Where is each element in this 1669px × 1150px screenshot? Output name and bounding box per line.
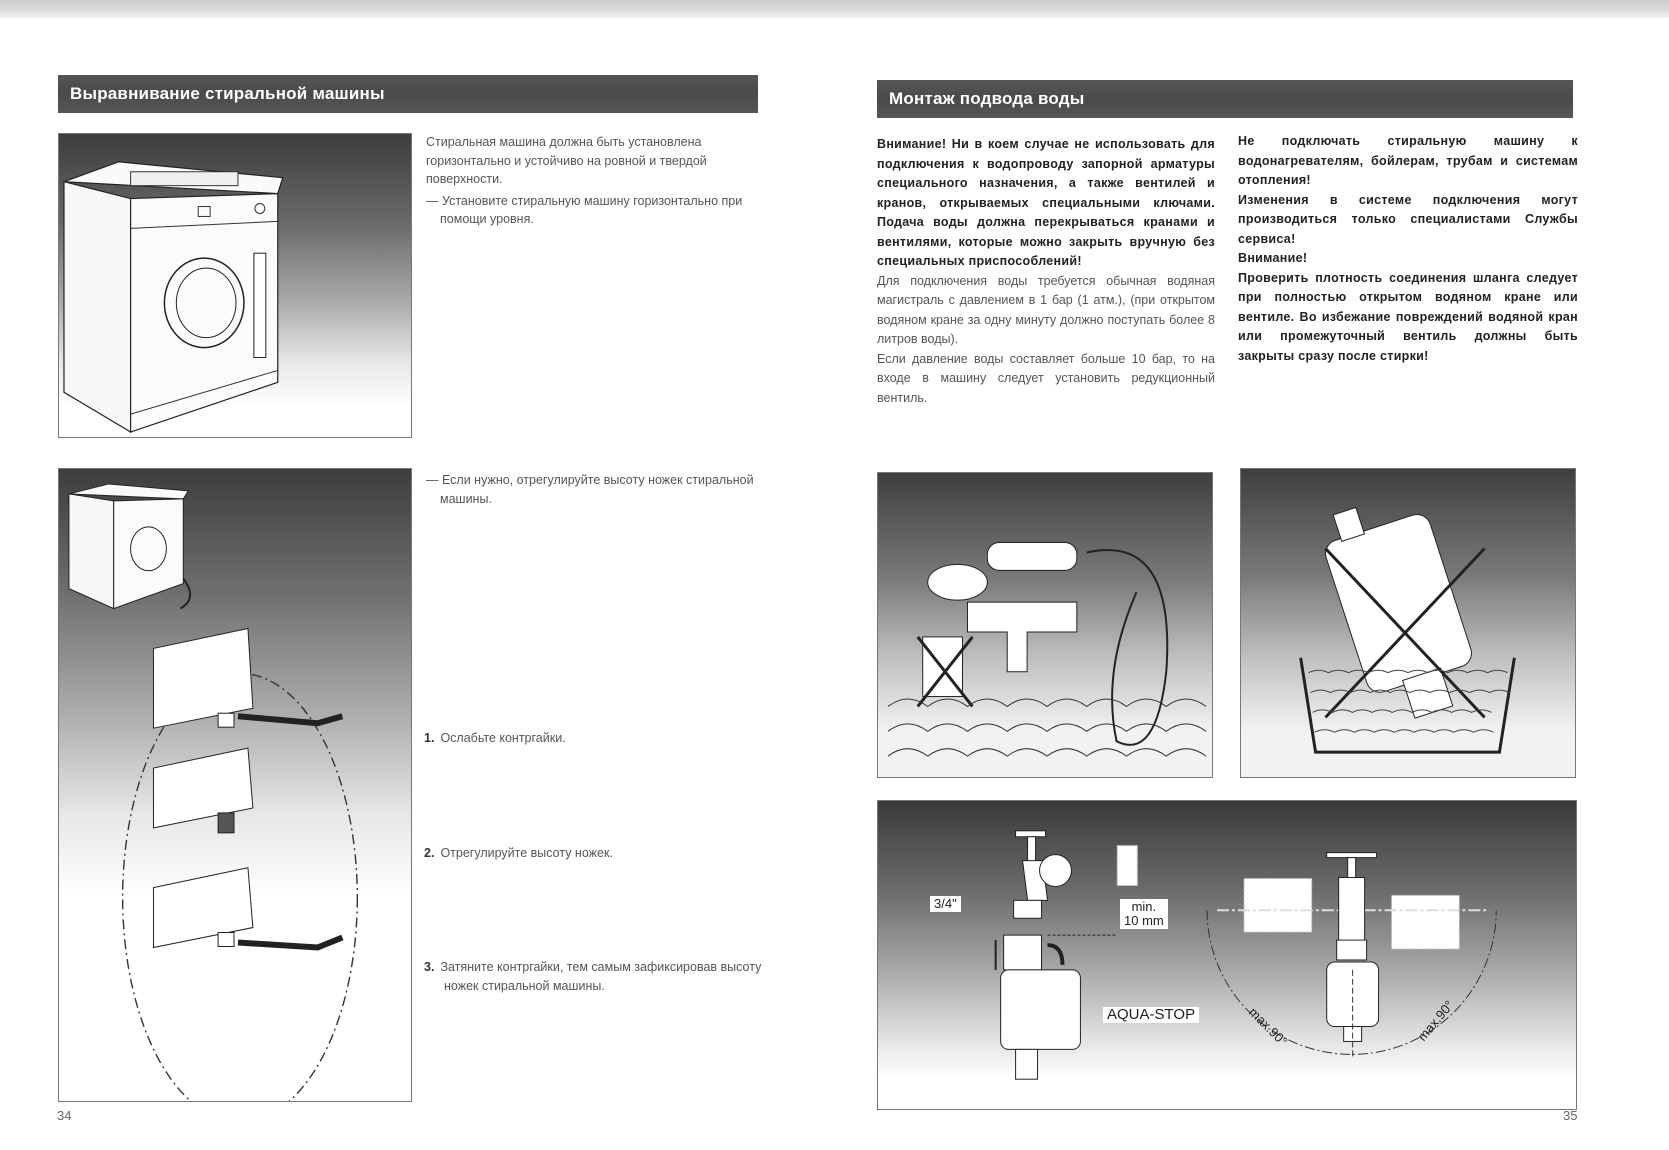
- section-header-leveling: [58, 75, 758, 113]
- gap-label: [1120, 899, 1168, 929]
- step-number: 1.: [424, 731, 435, 745]
- step-2: [424, 844, 764, 863]
- section-header-water-supply: [877, 80, 1573, 118]
- foot-adjustment-diagram: [59, 469, 411, 1101]
- section-title: Выравнивание стиральной машины: [70, 84, 385, 103]
- figure-no-submerge-aquastop: [1240, 468, 1576, 778]
- figure-aquastop-connection: [877, 800, 1577, 1110]
- pressure-requirement: Для подключения воды требуется обычная водяная магистраль с давлением в 1 бар (1 атм.), (при открытом водяном кране за одну минуту должно поступать более 8 литров воды).: [877, 273, 1215, 346]
- step-text: Ослабьте контргайки.: [440, 731, 566, 745]
- angle-right-label: max.90°: [1414, 997, 1457, 1044]
- instruction-level: — Установите стиральную машину горизонтально при помощи уровня.: [426, 193, 743, 226]
- section-title: Монтаж подвода воды: [889, 89, 1085, 108]
- intro-paragraph: Стиральная машина должна быть установлена горизонтально и устойчиво на ровной и твердой поверхности.: [426, 135, 707, 186]
- step-text: Отрегулируйте высоту ножек.: [440, 846, 613, 860]
- gap-label-line2: 10 mm: [1124, 913, 1164, 928]
- figure-adjust-feet: [58, 468, 412, 1102]
- thread-size-label: 3/4": [930, 896, 961, 912]
- warning-check-tightness: Проверить плотность соединения шланга следует при полностью открытом водяном кране или вентиле. Во избежание повреждений водяной кран или промежуточный вентиль должны быть закрыты сразу после стирки!: [1238, 270, 1578, 363]
- figure-washing-machine-level: [58, 133, 412, 438]
- mixer-tap-prohibited-icon: [878, 473, 1212, 777]
- aquastop-connection-diagram: [878, 801, 1576, 1109]
- figure-no-mixer-tap: [877, 472, 1213, 778]
- warning-column-1: [877, 135, 1215, 408]
- step-number: 2.: [424, 846, 435, 860]
- warning-column-2: [1238, 132, 1578, 366]
- gap-label-line1: min.: [1131, 899, 1157, 914]
- instruction-feet-block: [426, 468, 766, 508]
- pressure-reducer-note: Если давление воды составляет больше 10 бар, то на входе в машину следует установить редукционный вентиль.: [877, 351, 1215, 405]
- aquastop-in-water-prohibited-icon: [1241, 469, 1575, 777]
- warning-no-heaters: Не подключать стиральную машину к водонагревателям, бойлерам, трубам и системам отопления!: [1238, 134, 1578, 187]
- step-3: [424, 958, 764, 995]
- warning-special-valves: Внимание! Ни в коем случае не использовать для подключения к водопроводу запорной арматуры специального назначения, а также вентилей и кранов, открываемых специальными ключами. Подача воды должна перекрываться кранами и вентилями, которые можно закрыть вручную без специальных приспособлений!: [877, 137, 1215, 268]
- page-number-right: 35: [1563, 1108, 1578, 1123]
- washing-machine-icon: [59, 134, 411, 437]
- page-number-left: 34: [57, 1108, 72, 1123]
- step-text: Затяните контргайки, тем самым зафиксировав высоту ножек стиральной машины.: [440, 960, 762, 993]
- warning-service-only: Изменения в системе подключения могут производиться только специалистами Службы сервиса!: [1238, 192, 1578, 246]
- leveling-intro: [426, 133, 766, 229]
- aqua-stop-label: AQUA-STOP: [1103, 1007, 1199, 1023]
- scan-top-edge: [0, 0, 1669, 18]
- instruction-feet: — Если нужно, отрегулируйте высоту ножек стиральной машины.: [426, 473, 754, 506]
- step-1: [424, 729, 764, 748]
- angle-left-label: max.90°: [1246, 1004, 1291, 1049]
- attention-label: Внимание!: [1238, 251, 1308, 265]
- step-number: 3.: [424, 960, 435, 974]
